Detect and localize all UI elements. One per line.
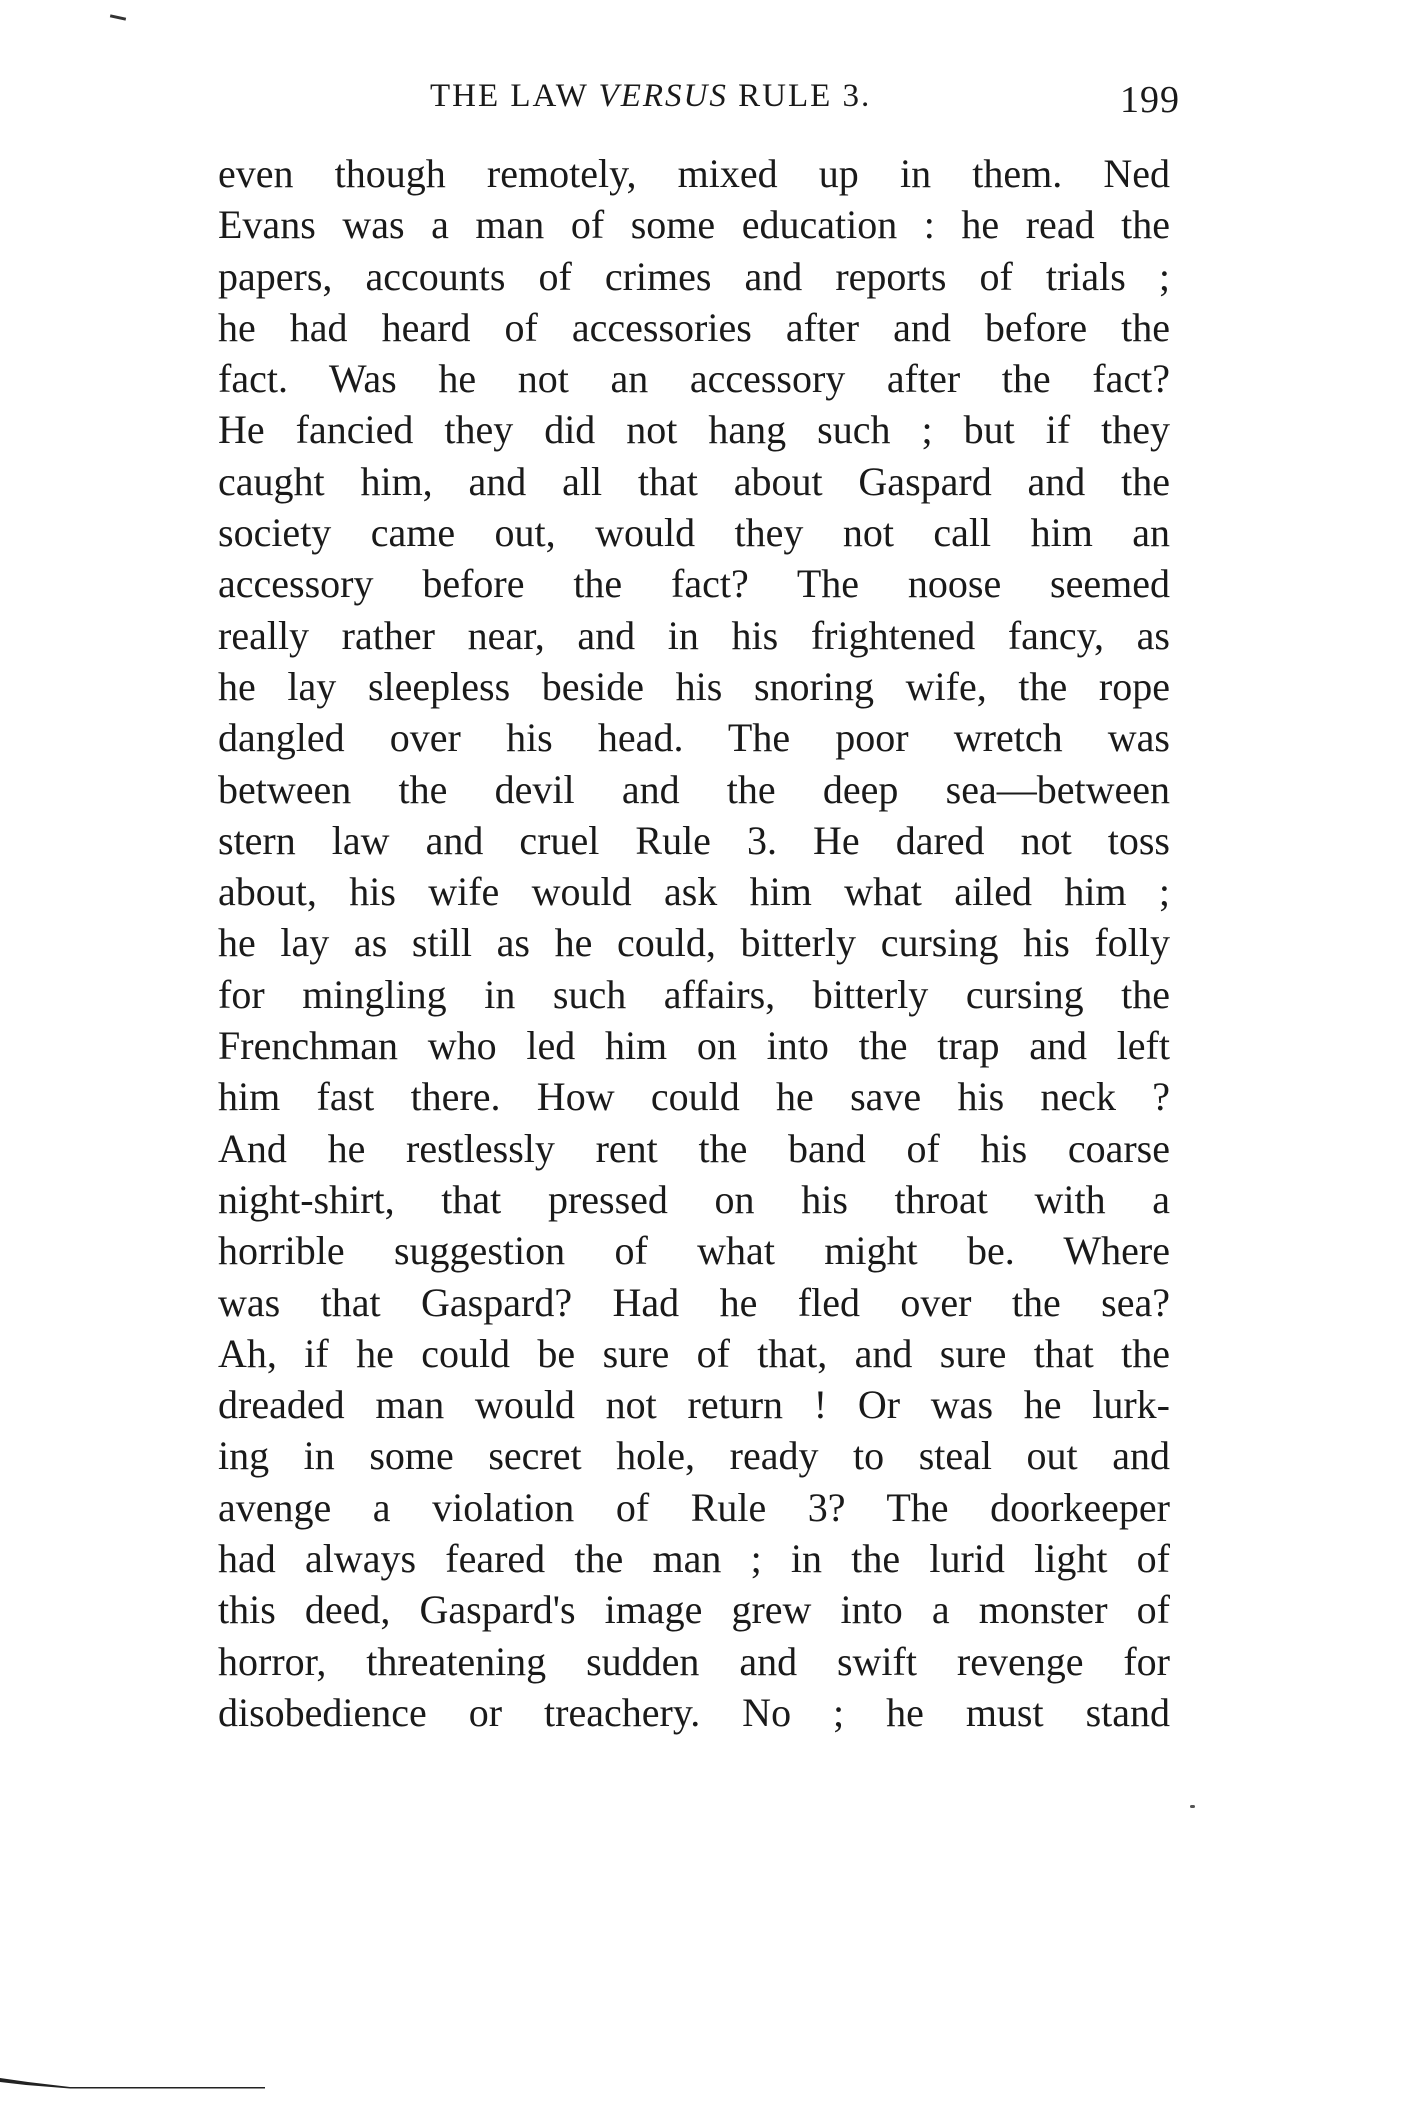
text-line: night-shirt, that pressed on his throat with a [218,1176,1170,1222]
page-number: 199 [1120,79,1180,121]
text-line: he lay as still as he could, bitterly cursing his folly [218,920,1170,966]
text-line: fact. Was he not an accessory after the fact? [218,356,1170,402]
text-line: dangled over his head. The poor wretch was [218,715,1170,761]
text-line: for mingling in such affairs, bitterly cursing the [218,971,1170,1017]
text-line: society came out, would they not call him an [218,510,1170,556]
text-line: he lay sleepless beside his snoring wife, the rope [218,663,1170,709]
text-line: accessory before the fact? The noose seemed [218,561,1170,607]
page-mark-top [110,14,126,20]
page-edge-mark [0,2072,265,2090]
body-text [218,148,1170,1738]
text-line: stern law and cruel Rule 3. He dared not toss [218,817,1170,863]
text-line: horror, threatening sudden and swift revenge for [218,1638,1170,1684]
text-line: He fancied they did not hang such ; but if they [218,407,1170,453]
text-line: And he restlessly rent the band of his coarse [218,1125,1170,1171]
running-header [430,78,1180,128]
text-line: about, his wife would ask him what ailed him ; [218,869,1170,915]
text-line: caught him, and all that about Gaspard and the [218,458,1170,504]
text-line: disobedience or treachery. No ; he must stand [218,1689,1170,1735]
text-line: was that Gaspard? Had he fled over the sea? [218,1279,1170,1325]
text-line: he had heard of accessories after and before the [218,304,1170,350]
text-line: horrible suggestion of what might be. Where [218,1228,1170,1274]
text-line: avenge a violation of Rule 3? The doorkeeper [218,1484,1170,1530]
text-line: this deed, Gaspard's image grew into a monster of [218,1587,1170,1633]
text-line: had always feared the man ; in the lurid light of [218,1536,1170,1582]
running-title-italic: VERSUS [598,78,728,114]
text-line: Ah, if he could be sure of that, and sure that the [218,1330,1170,1376]
text-line: Evans was a man of some education : he read the [218,202,1170,248]
text-line: really rather near, and in his frightened fancy, as [218,612,1170,658]
text-line: him fast there. How could he save his neck ? [218,1074,1170,1120]
text-line: between the devil and the deep sea—between [218,766,1170,812]
text-line: papers, accounts of crimes and reports of trials ; [218,253,1170,299]
page-speck [1190,1805,1195,1808]
running-title-after: RULE 3. [727,78,872,114]
text-line: ing in some secret hole, ready to steal out and [218,1433,1170,1479]
text-line: even though remotely, mixed up in them. Ned [218,151,1170,196]
text-line: dreaded man would not return ! Or was he lurk- [218,1382,1170,1428]
running-title-before: THE LAW [430,78,599,114]
text-line: Frenchman who led him on into the trap and left [218,1023,1170,1069]
running-title [430,78,871,115]
